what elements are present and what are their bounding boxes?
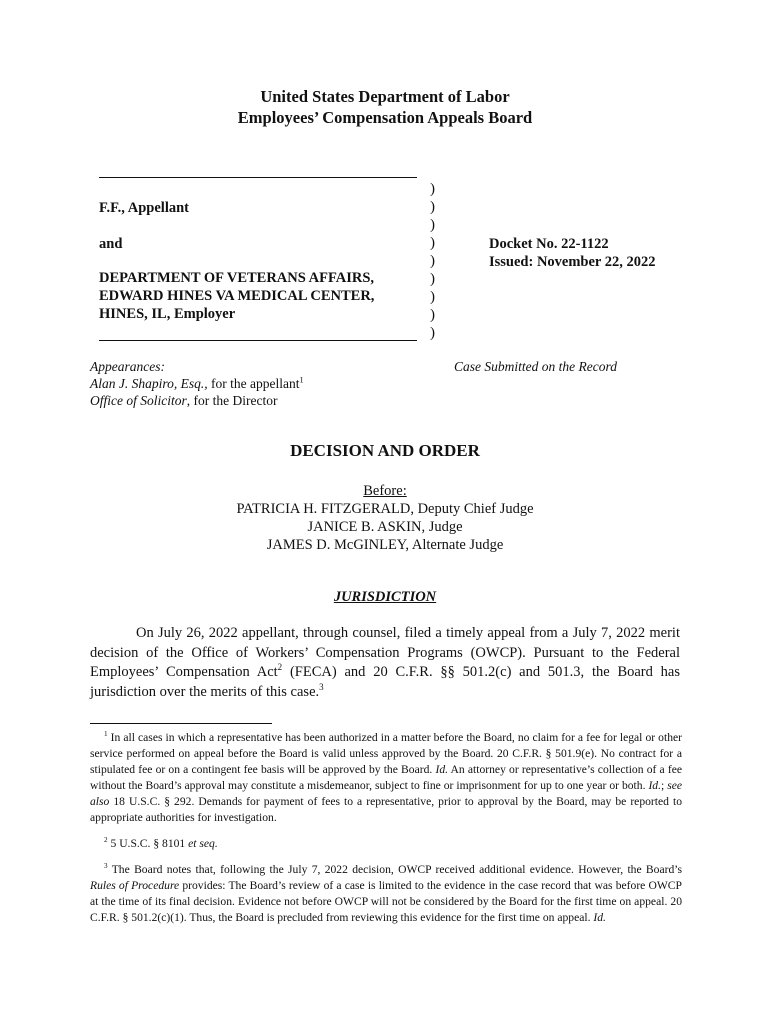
appellant-name: F.F., Appellant — [99, 200, 189, 216]
attorney-name: Alan J. Shapiro, Esq., — [90, 376, 208, 391]
board-title: Employees’ Compensation Appeals Board — [237, 108, 533, 127]
footnote-ref-2: 2 — [277, 662, 283, 673]
jurisdiction-text-b: (FECA) and 20 C.F.R. §§ 501.2(c) and 501.3, the Board has jurisdiction over the merits of this case. — [90, 664, 680, 700]
docket-number: Docket No. 22-1122 — [489, 236, 609, 252]
employer-line-1: DEPARTMENT OF VETERANS AFFAIRS, — [99, 270, 375, 286]
footnote-1: $^1$ In all cases in which a representative has been authorized in a matter before the Board, no claim for a fee for legal or other service performed on appeal before the Board is valid unless approved by the Board. 20 C.F.R. § 501.9(e). No contract for a stipulated fee or on a contingent fee basis will be approved by the Board. Id. An attorney or representative’s collection of a fee without the Board’s approval may constitute a misdemeanor, subject to fine or imprisonment for up to one year or both. Id.; see also 18 U.S.C. § 292. Demands for payment of fees to a representative, prior to approval by the Board, may be reported to appropriate authorities for investigation. — [90, 730, 682, 824]
employer-line-3: HINES, IL, Employer — [99, 306, 236, 322]
jurisdiction-text-a: On July 26, 2022 appellant, through counsel, filed a timely appeal from a July 7, 2022 merit decision of the Office of Workers’ Compensation Programs (OWCP). Pursuant to the Federal Employees’ Compensation Act — [90, 625, 680, 680]
solicitor-name: Office of Solicitor — [90, 393, 187, 408]
judge-2: JANICE B. ASKIN, Judge — [307, 519, 463, 535]
judge-1: PATRICIA H. FITZGERALD, Deputy Chief Judge — [236, 501, 534, 517]
footnote-ref-3: 3 — [319, 681, 324, 692]
footnote-2-number: 2 — [104, 836, 108, 845]
employer-line-2: EDWARD HINES VA MEDICAL CENTER, — [99, 288, 375, 304]
footnote-ref-1: 1 — [299, 375, 304, 385]
case-submitted: Case Submitted on the Record — [454, 359, 617, 374]
footnote-3: $^3$ The Board notes that, following the July 7, 2022 decision, OWCP received additional evidence. However, the Board’s Rules of Procedure provides: The Board’s review of a case is limited to the evidence in the case record that was before OWCP at the time of its final decision. Evidence not before OWCP will not be considered by the Board for the first time on appeal. 20 C.F.R. § 501.2(c)(1). Thus, the Board is precluded from reviewing this evidence for the first time on appeal. Id. — [90, 862, 682, 924]
before-label: Before: — [363, 483, 407, 499]
caption-top-rule — [99, 177, 417, 178]
jurisdiction-paragraph — [90, 624, 680, 702]
caption-parentheses: ) ) ) ) ) ) ) ) ) — [430, 181, 435, 341]
issued-date: Issued: November 22, 2022 — [489, 254, 656, 270]
and-text: and — [99, 236, 123, 252]
footnote-1-number: 1 — [104, 730, 108, 739]
decision-title: DECISION AND ORDER — [290, 441, 480, 460]
appearance-solicitor — [90, 392, 277, 409]
judge-3: JAMES D. McGINLEY, Alternate Judge — [266, 537, 504, 553]
caption-bottom-rule — [99, 340, 417, 341]
footnote-2: $^2$ 5 U.S.C. § 8101 et seq. — [104, 836, 218, 850]
appearance-attorney — [90, 375, 304, 392]
jurisdiction-heading: JURISDICTION — [333, 589, 437, 605]
agency-title: United States Department of Labor — [260, 87, 510, 106]
attorney-role: for the appellant — [207, 376, 300, 391]
footnote-3-number: 3 — [104, 862, 108, 871]
appearances-heading: Appearances: — [90, 359, 165, 374]
solicitor-role: , for the Director — [186, 393, 278, 408]
footnote-separator — [90, 723, 272, 724]
